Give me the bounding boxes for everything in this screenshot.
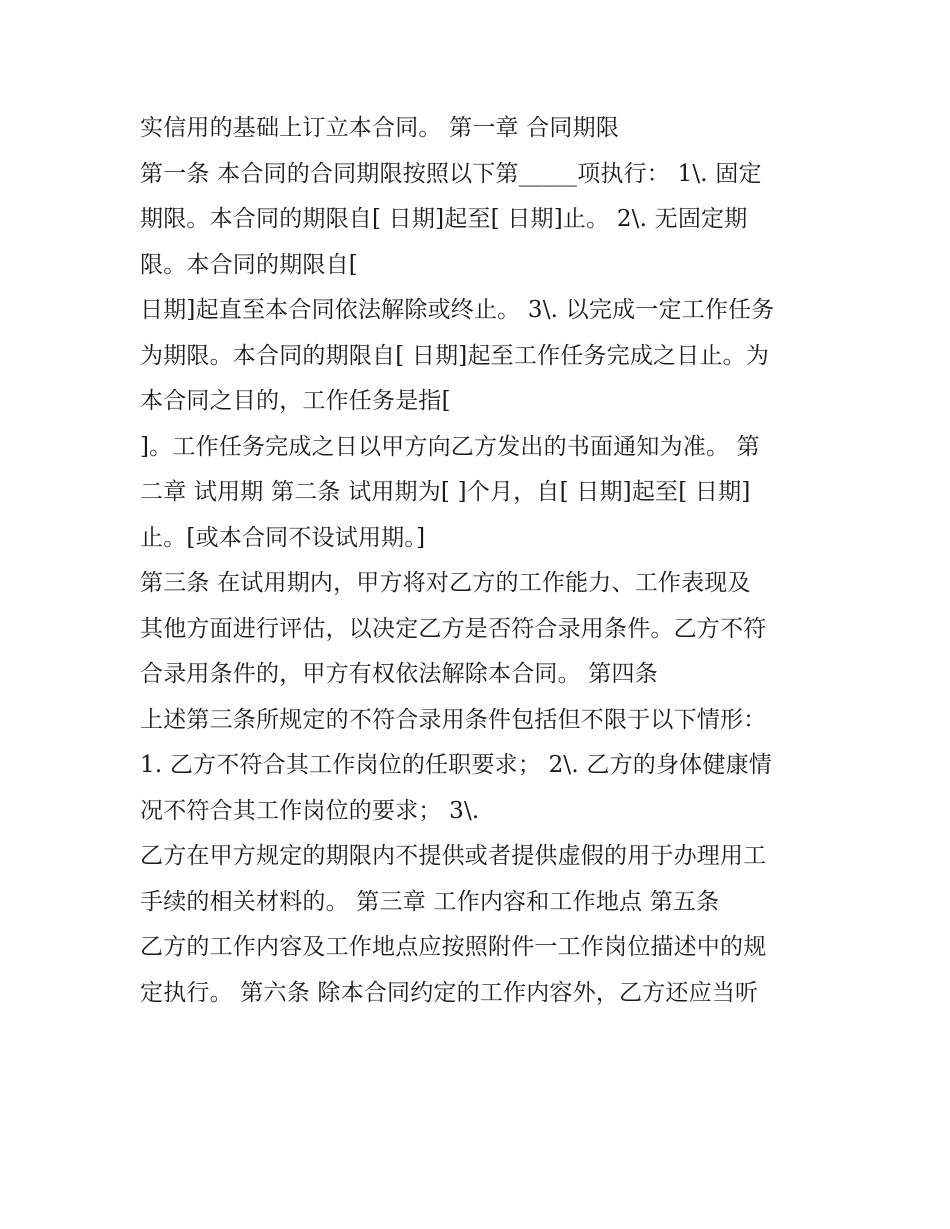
text-line: 其他方面进行评估，以决定乙方是否符合录用条件。乙方不符 (140, 615, 767, 642)
text-line: 况不符合其工作岗位的要求； 3\. (140, 797, 480, 824)
text-line: 定执行。 第六条 除本合同约定的工作内容外，乙方还应当听 (140, 979, 759, 1006)
text-line: 日期]起直至本合同依法解除或终止。 3\. 以完成一定工作任务 (140, 297, 775, 323)
document-body (140, 106, 820, 1016)
text-line: 第三条 在试用期内，甲方将对乙方的工作能力、工作表现及 (140, 570, 751, 596)
text-line: 合录用条件的，甲方有权依法解除本合同。 第四条 (140, 661, 658, 687)
text-line: 手续的相关材料的。 第三章 工作内容和工作地点 第五条 (140, 888, 720, 915)
text-line: 为期限。本合同的期限自[ 日期]起至工作任务完成之日止。为 (140, 342, 770, 369)
text-line: 乙方的工作内容及工作地点应按照附件一工作岗位描述中的规 (140, 934, 767, 960)
text-line: 期限。本合同的期限自[ 日期]起至[ 日期]止。 2\. 无固定期 (140, 206, 748, 232)
text-line: ]。工作任务完成之日以甲方向乙方发出的书面通知为准。 第 (140, 433, 760, 460)
text-line: 上述第三条所规定的不符合录用条件包括但不限于以下情形： (140, 706, 767, 733)
text-line: 二章 试用期 第二条 试用期为[ ]个月，自[ 日期]起至[ 日期] (140, 479, 751, 505)
text-line: 实信用的基础上订立本合同。 第一章 合同期限 (140, 115, 620, 141)
text-line: 1. 乙方不符合其工作岗位的任职要求； 2\. 乙方的身体健康情 (140, 752, 772, 778)
text-line: 限。本合同的期限自[ (140, 251, 358, 278)
text-line: 乙方在甲方规定的期限内不提供或者提供虚假的用于办理用工 (140, 843, 767, 869)
text-line: 第一条 本合同的合同期限按照以下第_____项执行： 1\. 固定 (140, 160, 762, 187)
text-line: 止。[或本合同不设试用期。] (140, 524, 426, 551)
text-line: 本合同之目的，工作任务是指[ (140, 388, 451, 414)
